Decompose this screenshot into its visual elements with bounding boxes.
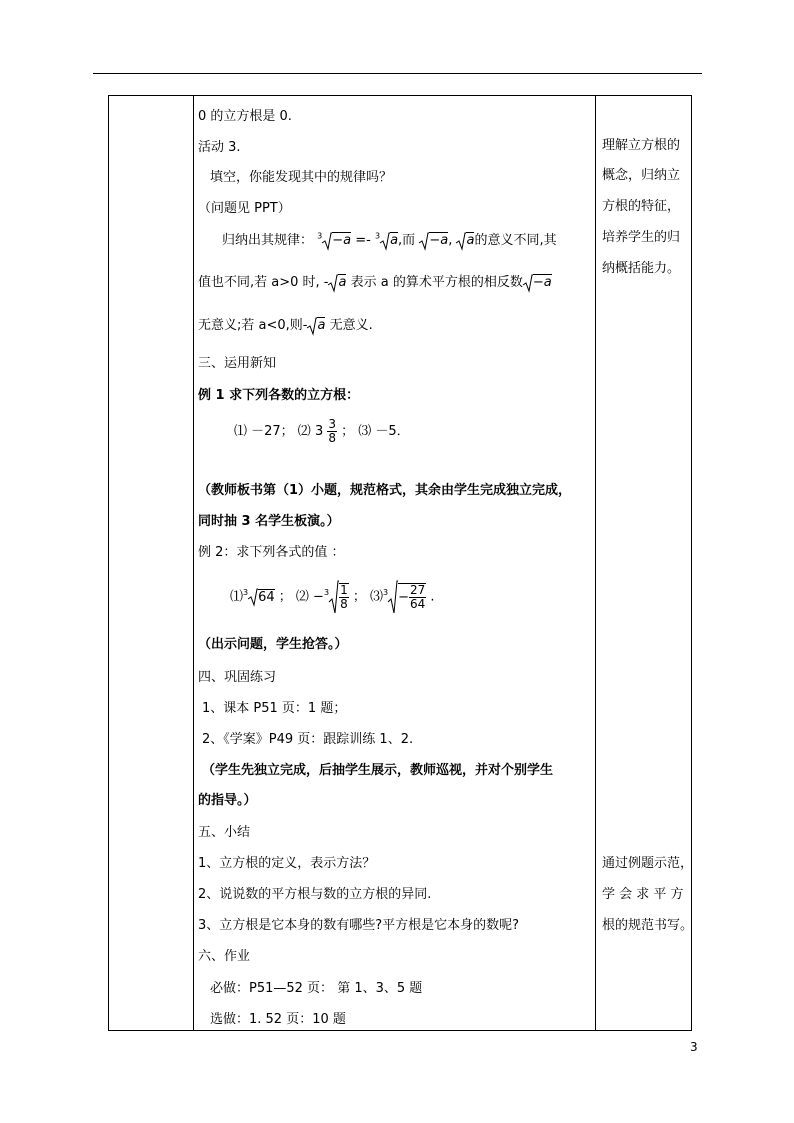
text-line — [198, 314, 373, 335]
text-fragment: , — [448, 233, 453, 248]
design-note-line: 通过例题示范， — [602, 856, 694, 871]
rule-formula-line — [222, 229, 557, 250]
fraction — [339, 583, 349, 611]
note-line: 同时抽 3 名学生板演。） — [198, 514, 340, 529]
radical-sign — [328, 274, 338, 292]
note-line: （出示问题，学生抢答。） — [198, 637, 348, 652]
text-fragment: 无意义. — [329, 318, 373, 333]
design-note-line: 概念，归纳立 — [602, 168, 681, 183]
radicand: −a — [429, 233, 449, 248]
section-heading: 六、作业 — [198, 949, 251, 964]
text-line: 活动 3. — [198, 140, 241, 155]
root-index: 3 — [317, 231, 323, 241]
text-fragment: 值也不同,若 a>0 时, - — [198, 275, 329, 290]
formula-line — [230, 580, 435, 614]
text-fragment: 归纳出其规律： — [222, 233, 314, 248]
fraction — [409, 584, 426, 611]
section-heading: 三、运用新知 — [198, 356, 277, 371]
note-line: （教师板书第（1）小题，规范格式，其余由学生完成独立完成， — [198, 483, 572, 498]
section-heading: 四、巩固练习 — [198, 670, 277, 685]
example-heading: 例 2：求下列各式的值 ： — [198, 545, 345, 560]
numerator: 3 — [328, 417, 336, 431]
section-heading: 五、小结 — [198, 825, 251, 840]
text-line: 必做：P51—52 页： 第 1、3、5 题 — [210, 981, 423, 996]
header-rule — [93, 73, 702, 74]
text-line: 2、《学案》P49 页：跟踪训练 1、2. — [202, 732, 414, 747]
radicand: −a — [532, 275, 552, 290]
text-fragment: . — [430, 589, 435, 605]
text-line: 填空，你能发现其中的规律吗？ — [210, 170, 393, 185]
radicand — [398, 583, 426, 611]
root-index: 3 — [374, 231, 381, 241]
text-line: （问题见 PPT） — [198, 201, 291, 216]
radical-sign — [248, 588, 258, 606]
text-line: 1、课本 P51 页：1 题； — [202, 701, 347, 716]
text-line: 2、说说数的平方根与数的立方根的异同. — [198, 887, 432, 902]
page-number: 3 — [690, 1040, 698, 1054]
radicand: a — [338, 275, 347, 290]
text-fragment: 无意义;若 a<0,则- — [198, 318, 308, 333]
radical-sign — [456, 232, 466, 250]
radical-sign — [523, 274, 533, 292]
note-line: 的指导。） — [198, 793, 257, 808]
denominator: 8 — [340, 597, 348, 611]
radicand: a — [390, 233, 399, 248]
text-fragment: ⑴ — [230, 589, 244, 605]
text-line: 选做：1. 52 页：10 题 — [210, 1012, 346, 1027]
numerator: 27 — [409, 583, 426, 597]
denominator: 64 — [409, 597, 426, 611]
text-fragment: ⑴ －27； ⑵ 3 — [234, 424, 324, 439]
notes-column-cell — [596, 96, 692, 1031]
radicand: a — [317, 318, 326, 333]
design-note-line: 培养学生的归 — [602, 230, 681, 245]
text-fragment: ； ⑶ — [352, 589, 383, 605]
radicand: 64 — [258, 589, 275, 605]
design-note-line: 方根的特征， — [602, 199, 681, 214]
radical-sign — [322, 232, 332, 250]
denominator: 8 — [328, 431, 336, 445]
design-note-line: 纳概括能力。 — [602, 261, 681, 276]
text-fragment: 的意义不同,其 — [474, 233, 557, 248]
radical-sign — [380, 232, 390, 250]
text-line — [198, 271, 552, 292]
text-fragment: =- — [355, 233, 371, 248]
design-note-line: 根的规范书写。 — [602, 918, 694, 933]
radical-sign — [307, 317, 317, 335]
minus-sign: − — [398, 590, 409, 605]
text-line: 1、立方根的定义，表示方法？ — [198, 856, 376, 871]
numerator: 1 — [340, 583, 348, 597]
fraction — [327, 418, 337, 445]
text-line: 0 的立方根是 0. — [198, 109, 292, 124]
content-column-cell — [194, 96, 596, 1031]
text-fragment: ； ⑵ − — [278, 589, 324, 605]
root-index: 3 — [243, 588, 249, 598]
lesson-table — [108, 95, 692, 1031]
formula-line — [234, 418, 410, 445]
text-fragment: ； ⑶ －5． — [341, 424, 410, 439]
root-index: 3 — [382, 588, 389, 598]
design-note-line: 学 会 求 平 方 — [602, 887, 684, 902]
root-index: 3 — [323, 588, 330, 598]
example-heading: 例 1 求下列各数的立方根： — [198, 388, 360, 403]
text-line: 3、立方根是它本身的数有哪些?平方根是它本身的数呢? — [198, 918, 520, 933]
text-fragment: 表示 a 的算术平方根的相反数 — [350, 275, 523, 290]
radicand: −a — [332, 233, 352, 248]
left-column-cell — [109, 96, 194, 1031]
text-fragment: ,而 — [398, 233, 416, 248]
radical-sign — [419, 232, 429, 250]
note-line: （学生先独立完成，后抽学生展示，教师巡视，并对个别学生 — [202, 763, 554, 778]
radicand: a — [466, 233, 475, 248]
design-note-line: 理解立方根的 — [602, 138, 681, 153]
radical-sign — [388, 580, 398, 614]
radical-sign — [329, 580, 339, 614]
